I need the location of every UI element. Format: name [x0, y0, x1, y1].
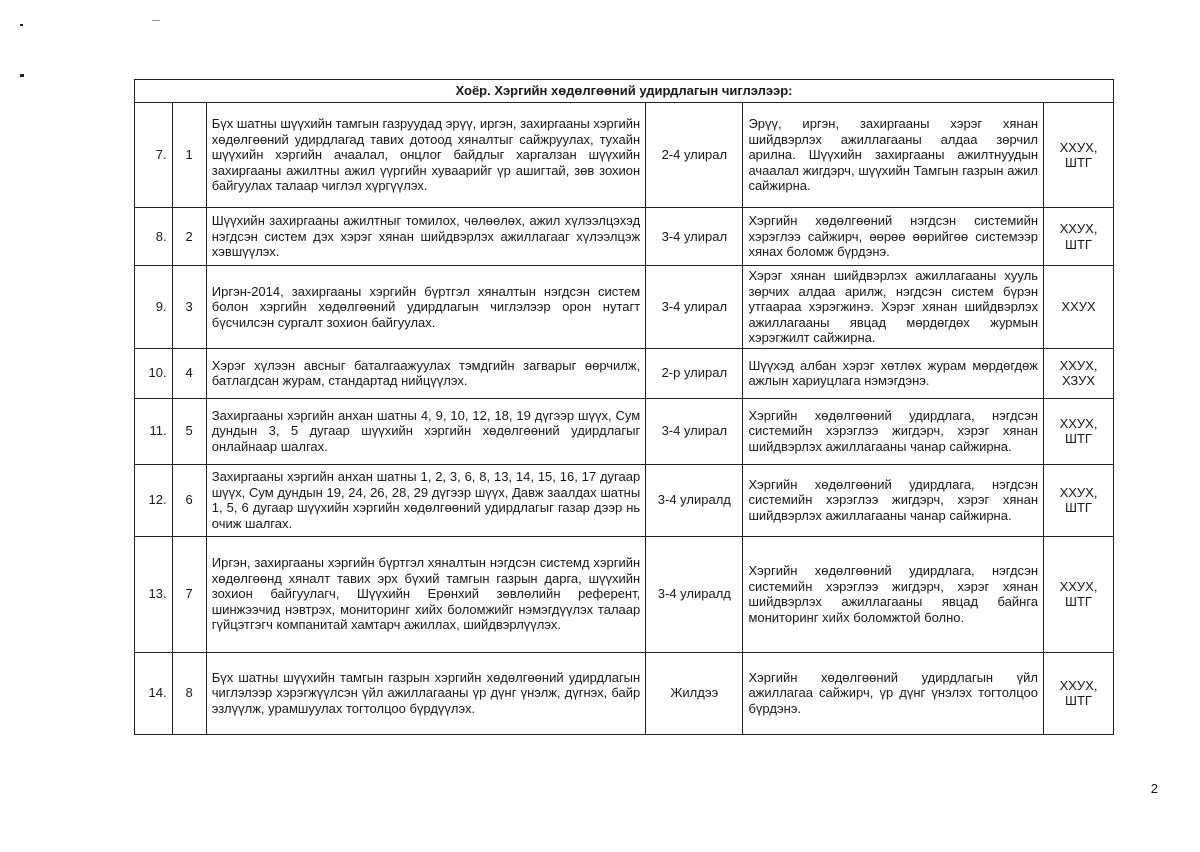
table-row: [135, 348, 1114, 398]
expected-result: Хэргийн хөдөлгөөний нэгдсэн системийн хэрэглээ сайжирч, өөрөө өөрийгөө системээр хянах боломж бүрдэнэ.: [743, 208, 1044, 266]
row-number: 8.: [135, 208, 173, 266]
item-index: 4: [172, 348, 206, 398]
task-description: Хэрэг хүлээн авсныг баталгаажуулах тэмдгийн загварыг өөрчилж, батлагдсан журам, стандартад нийцүүлэх.: [206, 348, 645, 398]
deadline: 3-4 улирал: [646, 266, 743, 349]
task-description: Бүх шатны шүүхийн тамгын газруудад эрүү, иргэн, захиргааны хэргийн хөдөлгөөний удирдлагад тавих дотоод хяналтыг сайжруулах, тухайн шүүхийн хэргийн ачаалал, онцлог байдлыг харгалзан шүүхийн захиргааны ажилтны ажил үүргийн хуваарийг үр ашигтай, зөв зохион байгуулах талаар чиглэл хүргүүлэх.: [206, 103, 645, 208]
task-description: Захиргааны хэргийн анхан шатны 1, 2, 3, 6, 8, 13, 14, 15, 16, 17 дугаар шүүх, Сум дундын 19, 24, 26, 28, 29 дүгээр шүүх, Давж заалдах шатны 1, 5, 6 дугаар шүүхийн хэргийн хөдөлгөөний удирдлагыг газар дээр нь очиж шалгах.: [206, 464, 645, 536]
responsible-unit: ХХУХ, ШТГ: [1044, 103, 1114, 208]
row-number: 11.: [135, 398, 173, 464]
expected-result: Хэргийн хөдөлгөөний удирдлага, нэгдсэн системийн хэрэглээ жигдэрч, хэрэг хянан шийдвэрлэх ажиллагааны чанар сайжирна.: [743, 398, 1044, 464]
item-index: 1: [172, 103, 206, 208]
task-description: Захиргааны хэргийн анхан шатны 4, 9, 10, 12, 18, 19 дүгээр шүүх, Сум дундын 3, 5 дугаар шүүхийн хэргийн хөдөлгөөний удирдлагыг онлайнаар шалгах.: [206, 398, 645, 464]
deadline: 3-4 улирал: [646, 398, 743, 464]
page-number: 2: [1150, 781, 1158, 796]
task-description: Иргэн-2014, захиргааны хэргийн бүртгэл хяналтын нэгдсэн систем болон хэргийн хөдөлгөөний удирдлагын чиглэлээр орон нутагт бүсчилсэн сургалт зохион байгуулах.: [206, 266, 645, 349]
responsible-unit: ХХУХ, ШТГ: [1044, 536, 1114, 652]
task-description: Бүх шатны шүүхийн тамгын газрын хэргийн хөдөлгөөний удирдлагын чиглэлээр хэрэгжүүлсэн үйл ажиллагааны үр дүнг үнэлж, дүгнэх, байр эзлүүлж, урамшуулах тогтолцоо бүрдүүлэх.: [206, 652, 645, 734]
deadline: 3-4 улиралд: [646, 464, 743, 536]
responsible-unit: ХХУХ, ШТГ: [1044, 208, 1114, 266]
expected-result: Шүүхэд албан хэрэг хөтлөх журам мөрдөгдөж ажлын хариуцлага нэмэгдэнэ.: [743, 348, 1044, 398]
table-row: [135, 464, 1114, 536]
item-index: 8: [172, 652, 206, 734]
table-row: [135, 266, 1114, 349]
responsible-unit: ХХУХ, ШТГ: [1044, 464, 1114, 536]
scan-mark: [20, 24, 23, 26]
deadline: 3-4 улиралд: [646, 536, 743, 652]
item-index: 6: [172, 464, 206, 536]
expected-result: Эрүү, иргэн, захиргааны хэрэг хянан шийдвэрлэх ажиллагааны алдаа зөрчил арилна. Шүүхийн захиргааны ажилтнуудын ачаалал жигдэрч, шүүхийн Тамгын газрын ажил сайжирна.: [743, 103, 1044, 208]
scan-mark: [152, 20, 160, 21]
table-row: [135, 536, 1114, 652]
responsible-unit: ХХУХ, ШТГ: [1044, 398, 1114, 464]
scan-mark: [20, 74, 24, 77]
item-index: 5: [172, 398, 206, 464]
expected-result: Хэргийн хөдөлгөөний удирдлага, нэгдсэн системийн хэрэглээ жигдэрч, хэрэг хянан шийдвэрлэх ажиллагааны чанар сайжирна.: [743, 464, 1044, 536]
row-number: 12.: [135, 464, 173, 536]
row-number: 13.: [135, 536, 173, 652]
responsible-unit: ХХУХ, ХЗУХ: [1044, 348, 1114, 398]
table-row: [135, 398, 1114, 464]
item-index: 2: [172, 208, 206, 266]
table-row: [135, 103, 1114, 208]
row-number: 14.: [135, 652, 173, 734]
responsible-unit: ХХУХ: [1044, 266, 1114, 349]
task-description: Иргэн, захиргааны хэргийн бүртгэл хяналтын нэгдсэн системд хэргийн хөдөлгөөнд хяналт тавих эрх бүхий тамгын газрын дарга, шүүхийн зохион байгуулагч, Шүүхийн Ерөнхий зөвлөлийн референт, шинжээчид нэвтрэх, мониторинг хийх боломжийг нэмэгдүүлэх талаар гүйцэтгэгч компанитай хамтарч ажиллах, шийдвэрлүүлэх.: [206, 536, 645, 652]
responsible-unit: ХХУХ, ШТГ: [1044, 652, 1114, 734]
task-description: Шүүхийн захиргааны ажилтныг томилох, чөлөөлөх, ажил хүлээлцэхэд нэгдсэн систем дэх хэрэг хянан шийдвэрлэх ажиллагааг хүлээлцэж хэвшүүлэх.: [206, 208, 645, 266]
table-row: [135, 652, 1114, 734]
row-number: 7.: [135, 103, 173, 208]
deadline: 2-4 улирал: [646, 103, 743, 208]
table-row: [135, 208, 1114, 266]
deadline: Жилдээ: [646, 652, 743, 734]
expected-result: Хэргийн хөдөлгөөний удирдлага, нэгдсэн системийн хэрэглээ жигдэрч, хэрэг хянан шийдвэрлэх ажиллагааны явцад байнга мониторинг хийх боломжтой болно.: [743, 536, 1044, 652]
expected-result: Хэргийн хөдөлгөөний удирдлагын үйл ажиллагаа сайжирч, үр дүнг үнэлэх тогтолцоо бүрдэнэ.: [743, 652, 1044, 734]
deadline: 3-4 улирал: [646, 208, 743, 266]
row-number: 9.: [135, 266, 173, 349]
item-index: 3: [172, 266, 206, 349]
expected-result: Хэрэг хянан шийдвэрлэх ажиллагааны хууль зөрчих алдаа арилж, нэгдсэн систем бүрэн утгаараа хэрэгжинэ. Хэрэг хянан шийдвэрлэх ажиллагааны явцад мөрдөгдөх журмын хэрэгжилт сайжирна.: [743, 266, 1044, 349]
item-index: 7: [172, 536, 206, 652]
section-header-row: [135, 80, 1114, 103]
action-plan-table: [134, 79, 1114, 735]
deadline: 2-р улирал: [646, 348, 743, 398]
section-title: Хоёр. Хэргийн хөдөлгөөний удирдлагын чиглэлээр:: [135, 80, 1114, 103]
row-number: 10.: [135, 348, 173, 398]
